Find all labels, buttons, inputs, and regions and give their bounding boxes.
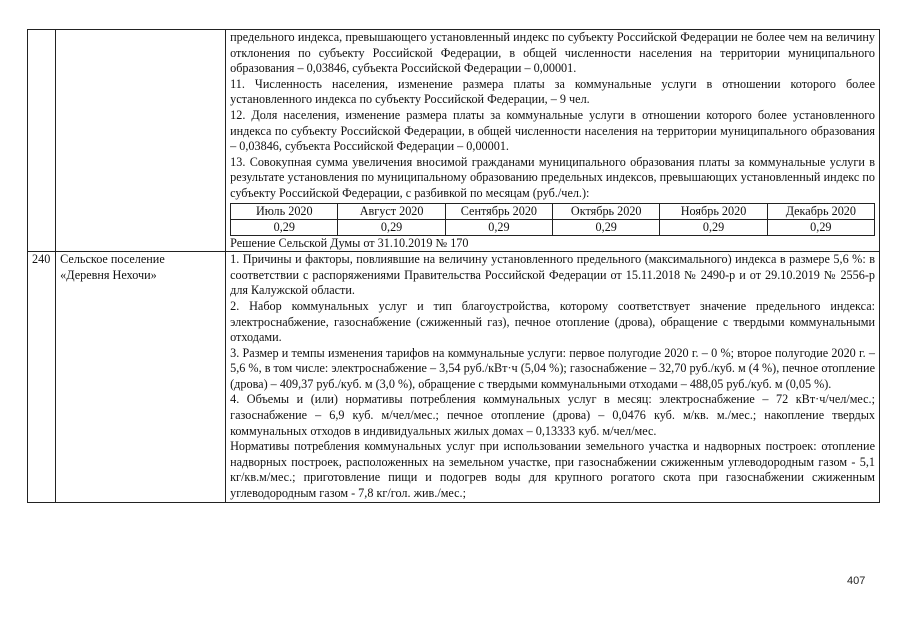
paragraph: 1. Причины и факторы, повлиявшие на величину установленного предельного (максимального) индекса в размере 5,6 %: в соответствии с распоряжениями Правительства Российской Федерации от 15.11.2018 № 2490-р и от 29.10.2019 № 2556-р для Калужской области.: [230, 252, 875, 298]
page-number: 407: [847, 575, 866, 587]
month-header: Декабрь 2020: [767, 203, 874, 219]
month-value: 0,29: [338, 219, 445, 235]
row-number-cell: [28, 30, 56, 252]
paragraph: 12. Доля населения, изменение размера платы за коммунальные услуги в отношении которого более установленного индекса по субъекту Российской Федерации, в общей численности населения на территории муниципального образования – 0,03846, субъекта Российской Федерации – 0,00001.: [230, 107, 875, 154]
paragraph: Нормативы потребления коммунальных услуг при использовании земельного участка и надворных построек: отопление надворных построек, расположенных на земельном участке, при газоснабжении сжиженным углеводородным газом - 5,1 кг/кв.м/мес.; приготовление пищи и подогрев воды для крупного рогатого скота при газоснабжении сжиженным углеводородным газом - 7,8 кг/гол. жив./мес.;: [230, 439, 875, 501]
paragraph: предельного индекса, превышающего установленный индекс по субъекту Российской Федерации не более чем на величину отклонения по субъекту Российской Федерации, в общей численности населения на территории муниципального образования – 0,03846, субъекта Российской Федерации – 0,00001.: [230, 30, 875, 76]
month-header: Ноябрь 2020: [660, 203, 767, 219]
month-value: 0,29: [445, 219, 552, 235]
municipality-cell: [56, 30, 226, 252]
row-number: 240: [32, 252, 51, 267]
month-value: 0,29: [767, 219, 874, 235]
municipality-type: Сельское поселение: [60, 252, 165, 267]
month-header: Июль 2020: [231, 203, 338, 219]
municipality-cell: [56, 252, 226, 503]
months-header-row: [231, 203, 875, 219]
monthly-amounts-table: [230, 203, 875, 236]
details-cell: [226, 30, 880, 252]
paragraph: 2. Набор коммунальных услуг и тип благоустройства, которому соответствует значение предельного индекса: электроснабжение, газоснабжение (сжиженный газ), печное отопление (дрова), обращение с твердыми коммунальными отходами.: [230, 298, 875, 345]
paragraph: 4. Объемы и (или) нормативы потребления коммунальных услуг в месяц: электроснабжение – 72 кВт·ч/чел/мес.; газоснабжение – 6,9 куб. м/чел/мес.; печное отопление (дрова) – 0,0476 куб. м/кв. м./мес.; накопление твердых коммунальных отходов в индивидуальных жилых домах – 0,13333 куб. м/чел/мес.: [230, 392, 875, 438]
month-value: 0,29: [231, 219, 338, 235]
month-header: Сентябрь 2020: [445, 203, 552, 219]
indices-table: [27, 29, 880, 503]
table-row: [28, 252, 880, 503]
decision-reference: Решение Сельской Думы от 31.10.2019 № 170: [230, 235, 469, 250]
paragraph: 13. Совокупная сумма увеличения вносимой гражданами муниципального образования платы за коммунальные услуги в результате установления по муниципальному образованию предельных индексов, превышающих установленный индекс по субъекту Российской Федерации, с разбивкой по месяцам (руб./чел.):: [230, 154, 875, 200]
municipality-name: «Деревня Нехочи»: [60, 267, 157, 282]
months-values-row: [231, 219, 875, 235]
row-number-cell: [28, 252, 56, 503]
table-row: [28, 30, 880, 252]
month-header: Август 2020: [338, 203, 445, 219]
paragraph: 3. Размер и темпы изменения тарифов на коммунальные услуги: первое полугодие 2020 г. – 0 %; второе полугодие 2020 г. – 5,6 %, в том числе: электроснабжение – 3,54 руб./кВт·ч (5,04 %); газоснабжение – 32,70 руб./куб. м (4 %), печное отопление (дрова) – 409,37 руб./куб. м (3,0 %), обращение с твердыми коммунальными отходами – 488,05 руб./куб. м (0,05 %).: [230, 345, 875, 391]
paragraph: 11. Численность населения, изменение размера платы за коммунальные услуги в отношении которого более установленного индекса по субъекту Российской Федерации, – 9 чел.: [230, 76, 875, 107]
month-value: 0,29: [660, 219, 767, 235]
month-header: Октябрь 2020: [553, 203, 660, 219]
month-value: 0,29: [553, 219, 660, 235]
details-cell: [226, 252, 880, 503]
